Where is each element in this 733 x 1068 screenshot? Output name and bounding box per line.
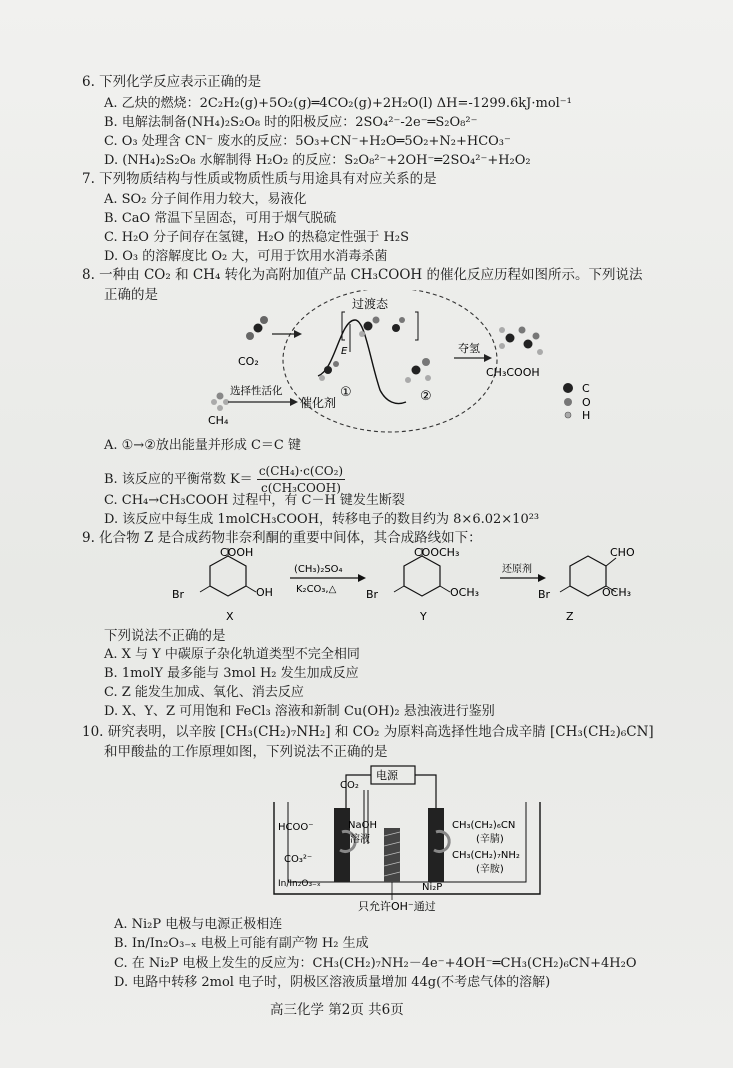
z-name: Z [566, 610, 574, 623]
e-label: E [341, 346, 348, 357]
q8-reaction-diagram [200, 290, 620, 440]
y-name: Y [420, 610, 427, 623]
co2-inlet-label: CO₂ [340, 780, 359, 791]
octylamine-formula: CH₃(CH₂)₇NH₂ [452, 850, 520, 861]
solution-label: 溶液 [350, 834, 370, 845]
legend-h: H [582, 409, 591, 422]
hcoo-label: HCOO⁻ [278, 822, 314, 833]
q8-option-a: A. ①→②放出能量并形成 C＝C 键 [104, 438, 302, 453]
q9-option-d: D. X、Y、Z 可用饱和 FeCl₃ 溶液和新制 Cu(OH)₂ 悬浊液进行鉴别 [104, 704, 495, 719]
x-br-label: Br [172, 588, 185, 601]
q7-option-d: D. O₃ 的溶解度比 O₂ 大，可用于饮用水消毒杀菌 [104, 249, 388, 264]
q8-option-b-prefix: B. 该反应的平衡常数 K＝ [104, 472, 253, 487]
z-och3-label: OCH₃ [602, 586, 632, 599]
q9-sub-stem: 下列说法不正确的是 [104, 628, 226, 644]
ch4-label: CH₄ [208, 414, 229, 427]
transition-state-molecule [359, 317, 405, 338]
transition-state-label: 过渡态 [352, 297, 389, 311]
x-oh-label: OH [256, 586, 273, 599]
ch3cooh-molecule [499, 327, 543, 356]
step2-molecule [405, 358, 431, 383]
x-cooh-label: COOH [220, 546, 254, 559]
q10-option-d: D. 电路中转移 2mol 电子时，阴极区溶液质量增加 44g(不考虑气体的溶解) [114, 975, 551, 990]
q8-stem-line2: 正确的是 [104, 287, 158, 303]
reagent-bottom-label: K₂CO₃,△ [296, 584, 337, 595]
ch4-molecule [211, 393, 229, 412]
reagent-top-label: (CH₃)₂SO₄ [294, 564, 343, 575]
q10-option-b: B. In/In₂O₃₋ₓ 电极上可能有副产物 H₂ 生成 [114, 936, 369, 951]
reduction-label: 还原剂 [502, 564, 532, 575]
q10-option-c: C. 在 Ni₂P 电极上发生的反应为：CH₃(CH₂)₇NH₂－4e⁻+4OH⁻═CH₃(CH₂)₆CN+4H₂O [114, 956, 637, 971]
y-cooch3-label: COOCH₃ [414, 546, 460, 559]
q7-stem: 7. 下列物质结构与性质或物质性质与用途具有对应关系的是 [82, 171, 437, 187]
hydrogen-capture-label: 夺氢 [458, 342, 480, 355]
left-electrode-label: In/In₂O₃₋ₓ [278, 879, 321, 889]
legend-c: C [582, 382, 590, 395]
q8-option-b-denominator: c(CH₃COOH) [261, 481, 341, 495]
co2-label: CO₂ [238, 355, 259, 368]
co3-label: CO₃²⁻ [284, 854, 313, 865]
atom-legend [563, 382, 591, 422]
octanenitrile-formula: CH₃(CH₂)₆CN [452, 820, 516, 831]
naoh-label: NaOH [348, 820, 377, 831]
y-och3-label: OCH₃ [450, 586, 480, 599]
q8-stem-line1: 8. 一种由 CO₂ 和 CH₄ 转化为高附加值产品 CH₃COOH 的催化反应历程如图所示。下列说法 [82, 267, 643, 283]
q6-option-b: B. 电解法制备(NH₄)₂S₂O₈ 时的阳极反应：2SO₄²⁻-2e⁻═S₂O₈²⁻ [104, 115, 478, 130]
co2-molecule [246, 316, 268, 340]
power-label: 电源 [376, 769, 398, 782]
q7-option-b: B. CaO 常温下呈固态，可用于烟气脱硫 [104, 211, 337, 226]
q9-synthesis-route [170, 546, 640, 626]
q9-stem: 9. 化合物 Z 是合成药物非奈利酮的重要中间体，其合成路线如下： [82, 530, 482, 546]
octylamine-name: (辛胺) [476, 864, 504, 875]
q6-stem: 6. 下列化学反应表示正确的是 [82, 74, 262, 90]
catalyst-label: 催化剂 [300, 396, 337, 410]
step2-marker: ② [420, 389, 432, 404]
page-footer: 高三化学 第2页 共6页 [270, 1002, 404, 1018]
q9-option-b: B. 1molY 最多能与 3mol H₂ 发生加成反应 [104, 666, 359, 681]
q9-option-a: A. X 与 Y 中碳原子杂化轨道类型不完全相同 [104, 647, 360, 662]
q7-option-a: A. SO₂ 分子间作用力较大，易液化 [104, 192, 307, 207]
product-label: CH₃COOH [486, 366, 540, 379]
select-activation-label: 选择性活化 [230, 385, 283, 397]
right-electrode [428, 808, 444, 882]
step1-marker: ① [340, 385, 352, 400]
legend-o: O [582, 396, 591, 409]
q6-option-d: D. (NH₄)₂S₂O₈ 水解制得 H₂O₂ 的反应：S₂O₈²⁻+2OH⁻═2SO₄²⁻+H₂O₂ [104, 153, 531, 168]
z-br-label: Br [538, 588, 551, 601]
octanenitrile-name: (辛腈) [476, 834, 504, 845]
q8-option-c: C. CH₄→CH₃COOH 过程中，有 C－H 键发生断裂 [104, 493, 405, 508]
q10-stem-line1: 10. 研究表明，以辛胺 [CH₃(CH₂)₇NH₂] 和 CO₂ 为原料高选择性地合成辛腈 [CH₃(CH₂)₆CN] [82, 724, 654, 740]
y-br-label: Br [366, 588, 379, 601]
q6-option-c: C. O₃ 处理含 CN⁻ 废水的反应：5O₃+CN⁻+H₂O═5O₂+N₂+HCO₃⁻ [104, 134, 511, 149]
z-cho-label: CHO [610, 546, 635, 559]
membrane-note: 只允许OH⁻通过 [358, 900, 436, 913]
x-name: X [226, 610, 234, 623]
q9-option-c: C. Z 能发生加成、氧化、消去反应 [104, 685, 304, 700]
q8-option-d: D. 该反应中每生成 1molCH₃COOH，转移电子的数目约为 8×6.02×10²³ [104, 512, 540, 527]
q8-option-b-numerator: c(CH₄)·c(CO₂) [258, 464, 344, 478]
q10-stem-line2: 和甲酸盐的工作原理如图，下列说法不正确的是 [104, 744, 388, 760]
q10-option-a: A. Ni₂P 电极与电源正极相连 [114, 917, 283, 932]
q10-electrolysis-diagram [268, 762, 558, 914]
right-electrode-label: Ni₂P [422, 882, 443, 893]
q6-option-a: A. 乙炔的燃烧：2C₂H₂(g)+5O₂(g)═4CO₂(g)+2H₂O(l) ΔH=-1299.6kJ·mol⁻¹ [104, 96, 572, 111]
catalyst-region [283, 290, 497, 432]
q7-option-c: C. H₂O 分子间存在氢键，H₂O 的热稳定性强于 H₂S [104, 230, 410, 245]
